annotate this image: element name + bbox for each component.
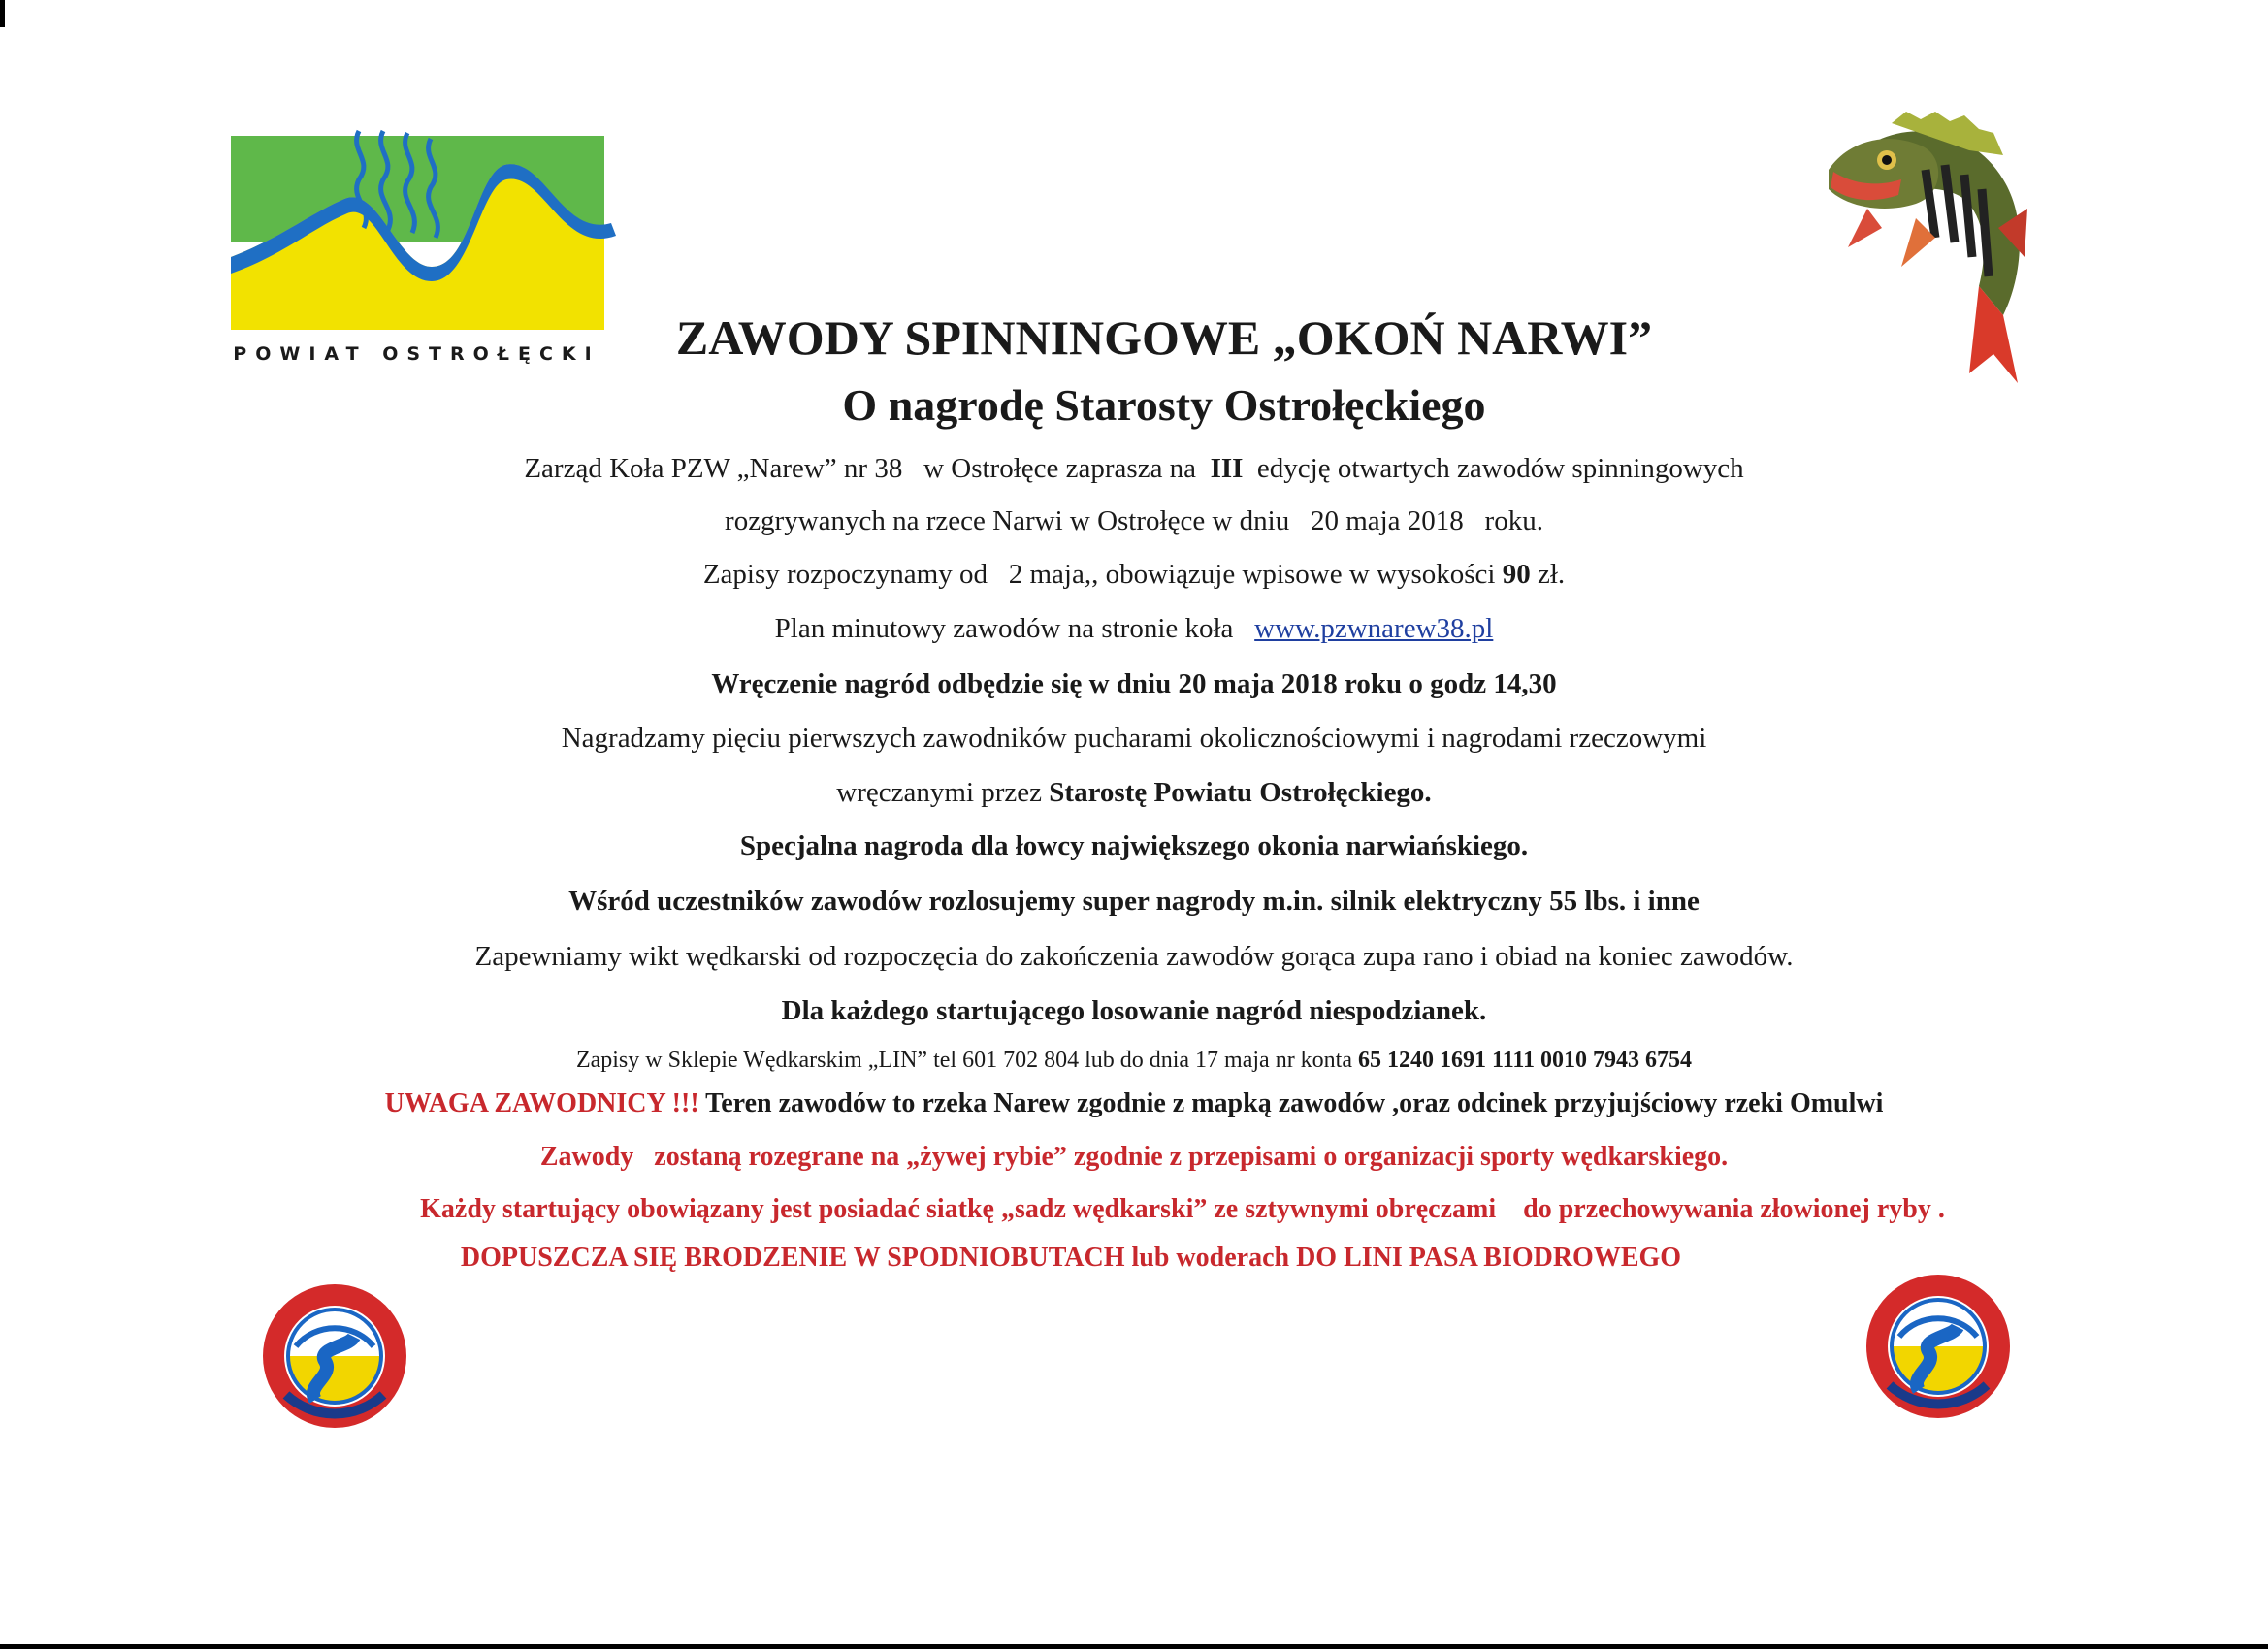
shop-text: Zapisy w Sklepie Wędkarskim „LIN” tel 601 702 804 lub do dnia 17 maja nr konta xyxy=(575,1048,1359,1073)
registration-text-end: zł. xyxy=(1530,559,1566,590)
date-line: rozgrywanych na rzece Narwi w Ostrołęce w dniu 20 maja 2018 roku. xyxy=(725,505,1543,536)
edition-number: III xyxy=(1210,453,1244,484)
warning-area-line xyxy=(0,1084,2268,1123)
account-number: 65 1240 1691 1111 0010 7943 6754 xyxy=(1358,1048,1693,1073)
lottery-line: Wśród uczestników zawodów rozlosujemy super nagrody m.in. silnik elektryczny 55 lbs. i inne xyxy=(568,886,1700,917)
surprise-line: Dla każdego startującego losowanie nagród niespodzianek. xyxy=(781,995,1487,1026)
wading-line: DOPUSZCZA SIĘ BRODZENIE W SPODNIOBUTACH lub woderach DO LINI PASA BIODROWEGO xyxy=(460,1243,1682,1273)
presenter-text: wręczanymi przez xyxy=(836,777,1050,808)
schedule-text: Plan minutowy zawodów na stronie koła xyxy=(774,613,1255,644)
awards-ceremony-line: Wręczenie nagród odbędzie się w dniu 20 maja 2018 roku o godz 14,30 xyxy=(711,668,1557,699)
intro-text: Zarząd Koła PZW „Narew” nr 38 w Ostrołęce zaprasza na xyxy=(524,453,1211,484)
warning-area-text: Teren zawodów to rzeka Narew zgodnie z mapką zawodów ,oraz odcinek przyjujściowy rzeki Omulwi xyxy=(698,1088,1884,1118)
website-link[interactable]: www.pzwnarew38.pl xyxy=(1254,613,1494,644)
keepnet-line: Każdy startujący obowiązany jest posiadać siatkę „sadz wędkarski” ze sztywnymi obręczami do przechowywania złowionej ryby . xyxy=(420,1194,1945,1224)
live-fish-line: Zawody zostaną rozegrane na „żywej rybie” zgodnie z przepisami o organizacji sporty wędkarskiego. xyxy=(539,1142,1729,1172)
scan-mark-bottom xyxy=(0,1644,2268,1649)
special-prize-line: Specjalna nagroda dla łowcy największego okonia narwiańskiego. xyxy=(739,830,1529,861)
warning-label: UWAGA ZAWODNICY !!! xyxy=(384,1088,699,1118)
page-title: ZAWODY SPINNINGOWE „OKOŃ NARWI” xyxy=(675,310,1653,365)
registration-line xyxy=(0,555,2268,594)
powiat-logo-label: POWIAT OSTROŁĘCKI xyxy=(233,343,600,365)
prizes-line: Nagradzamy pięciu pierwszych zawodników pucharami okolicznościowymi i nagrodami rzeczowymi xyxy=(561,723,1707,754)
scan-mark-top-left xyxy=(0,0,5,27)
schedule-line xyxy=(0,609,2268,648)
shop-line xyxy=(0,1041,2268,1080)
presenter-name: Starostę Powiatu Ostrołęckiego. xyxy=(1049,777,1432,808)
entry-fee: 90 xyxy=(1502,559,1531,590)
page-subtitle: O nagrodę Starosty Ostrołęckiego xyxy=(842,380,1486,430)
intro-text-end: edycję otwartych zawodów spinningowych xyxy=(1243,453,1744,484)
presenter-line xyxy=(0,773,2268,812)
intro-line xyxy=(0,449,2268,488)
catering-line: Zapewniamy wikt wędkarski od rozpoczęcia do zakończenia zawodów gorąca zupa rano i obiad na koniec zawodów. xyxy=(474,941,1794,972)
registration-text: Zapisy rozpoczynamy od 2 maja,, obowiązuje wpisowe w wysokości xyxy=(702,559,1503,590)
